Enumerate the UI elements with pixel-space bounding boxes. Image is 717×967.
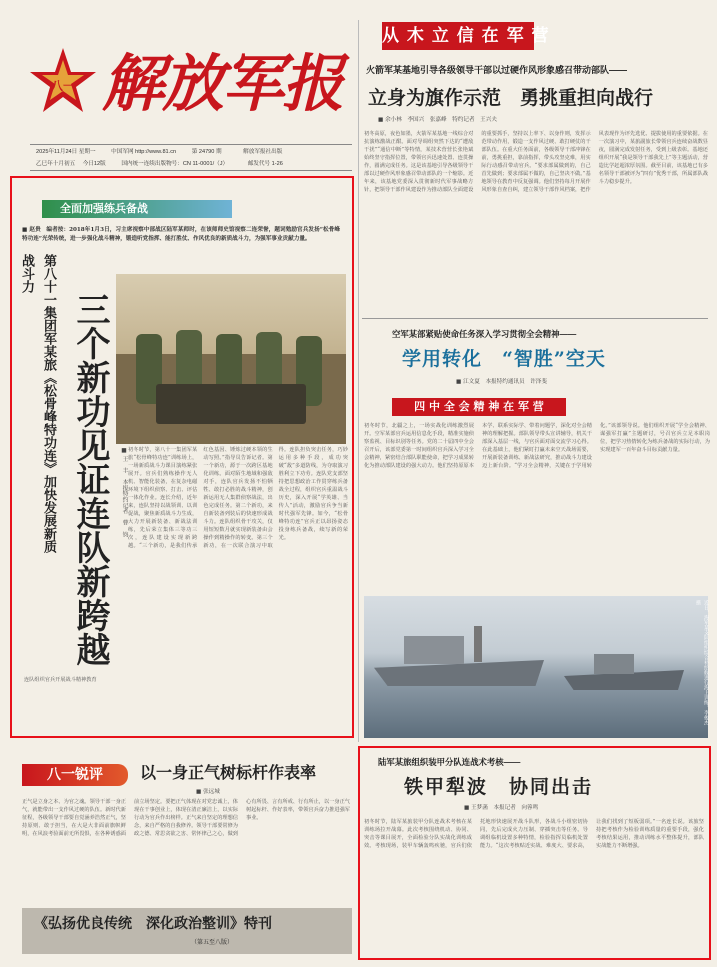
special-issue-text: 《弘扬优良传统 深化政治整训》特刊 [34,916,272,932]
exercise-headline-small: 陆军某旅组织装甲分队连战术考核—— [378,757,521,767]
exercise-byline: ■ 王梦菡 本报记者 向蓉鸣 [464,805,539,811]
feature-banner [42,200,232,218]
ships-photo-caption: 近日，海军某支队组织综合补给舰进行海上训练。李俊杰摄 [695,600,709,725]
svg-text:八一: 八一 [50,79,76,93]
mid-headline-small: 空军某部紧贴使命任务深入学习贯彻全会精神—— [392,329,577,339]
mid-article-body: 初冬时节，北疆之上，一场实战化训练激烈展开。空军某部官兵运用信息化手段，精准实施侦察监视、目标识别等任务。党的二十届四中全会召开后，该部党委第一时间组织官兵深入学习全会精神，紧密结合部队职能使命，把学习成果转化为推动部队建设的强大动力。他们坚持原原本本学、联系实际学、带着问题学，深化对全会精神的理解把握。部队领导带头宣讲辅导，机关干部深入基层一线，与官兵面对面交流学习心得。在此基础上，他们紧盯打赢未来空天战场需要，开展新装备训练、新战法研究，推动战斗力建设迈上新台阶。“学习全会精神，关键在于学用转化。”该部领导说。他们组织开展“学全会精神、谋强军打赢”主题研讨，号召官兵立足本职岗位，把学习热情转化为练兵备战的实际行动，为实现建军一百年奋斗目标贡献力量。 [364,423,710,469]
feature-byline: ■ 王 丰 本报特约记者 曹 钧 [121,448,127,538]
newspaper-title: 解放军报 [102,47,343,120]
mid-sub-banner: 四 中 全 会 精 神 在 军 营 [392,398,566,416]
top-byline: ■ 余小林 李国兴 张嘉峰 特约记者 王兴夫 [378,117,497,123]
special-issue-note: （第五至八版） [190,939,233,946]
special-issue-strip [22,908,352,954]
feature-photo-caption: 连队组织官兵开展战斗精神教育 [24,677,97,683]
issue-date: 2025年11月24日 星期一 [36,149,96,155]
site-url: 中国军网 http://www.81.cn [111,149,177,155]
postal-code: 邮发代号 1-26 [247,161,283,167]
mid-headline: 学用转化 “智胜”空天 [402,348,606,370]
slogan-banner: 从 木 立 信 在 军 营 [382,22,534,50]
lunar-date: 乙巳年十月初五 [36,161,76,167]
ships-photo [364,596,708,738]
masthead-info-row1 [36,147,354,157]
commentary-body: 正气是立身之本、为官之魂。领导干部一身正气，就能带出一支作风过硬的队伍。新时代新征程，各级领导干部要自觉涵养浩然正气，坚持原则、敢于担当，在大是大非面前旗帜鲜明，在风浪考验面前无所畏惧，在各种诱惑面前立场坚定。要把正气体现在对党忠诚上，体现在干事创业上，体现在清正廉洁上，以实际行动为官兵作出榜样。正气来自坚定的理想信念，来自严格的自我修养。领导干部要常修为政之德、常思贪欲之害、常怀律己之心，做到心有所畏、言有所戒、行有所止，以一身正气树起标杆、作好表率，带领官兵奋力推进强军事业。 [22,799,350,837]
commentary-byline: ■ 张远城 [196,789,220,795]
commentary-headline: 以一身正气树标杆作表率 [140,765,317,782]
page-count: 今日12版 [82,161,106,167]
feature-vertical-title: 三个新功见证连队新跨越 [71,292,109,666]
feature-banner-text: 全面加强练兵备战 [60,203,148,215]
army-star-emblem-icon [28,46,98,116]
mid-byline: ■ 江文夏 本报特约通讯员 许泽斐 [456,379,547,385]
top-headline-small: 火箭军某基地引导各级领导干部以过硬作风形象感召带动部队—— [366,65,628,75]
top-headline: 立身为旗作示范 勇挑重担向战行 [368,88,654,109]
cn-code: 国内统一连续出版物号：CN 11-0001/（J） [121,161,229,167]
feature-photo [116,274,346,444]
exercise-body: 初冬时节，陆军某旅装甲分队连战术考核在某训练场拉开战幕。此次考核围绕机动、协同、突击等课目展开，全面检验分队实战化训练成效。考核现场，装甲车辆轰鸣疾驰，官兵们依托地形快速展开战斗队形，各战斗小组密切协同，先后完成火力压制、穿插突击等任务。导调组临机设置多种特情，检验指挥员临机处置能力。“这次考核贴近实战、难度大、要求高，让我们找到了短板弱项。”一名连长说。该旅坚持把考核作为检验训练质量的重要手段，强化考核结果运用，推动训练水平整体提升，部队实战能力不断增强。 [364,819,704,849]
exercise-headline: 铁甲犁波 协同出击 [404,776,594,798]
masthead-info-row2 [36,159,354,169]
feature-lead: ■ 赵贵 编者按：2018年1月3日，习主席视察中部战区陆军某师时，在该师师史馆视察二连荣誉，题词勉励官兵发扬“松骨峰特功连”光荣传统，进一步强化战斗精神，锻造听党指挥、能打胜仗、作风优良的新质战斗力，为强军事业贡献力量。 [22,227,340,242]
publisher: 解放军报社出版 [243,149,283,155]
top-article-body: 初冬高原，夜色如墨，火箭军某基地一线综合对抗演练激战正酣。面对导调组突然下达的“遭敌干扰”“通信中断”等特情，某技术营营长张艳斌始终坚守指挥位置，带领官兵迅速处置、连贯操作，圆满完成任务。这是该基地引导各级领导干部以过硬作风形象感召带动部队的一个缩影。近年来，该基地党委深入贯彻新时代军事战略方针，把领导干部作风建设作为推动部队全面建设的重要抓手，坚持以上率下、以身作则，发挥示范带动作用，锻造一支作风过硬、敢打硬仗的干部队伍。在重大任务面前，各级领导干部冲锋在前，勇挑重担，靠前指挥，带头攻坚克难，用实际行动感召带动官兵。“要求部属做到的，自己首先做到；要求部属不做的，自己坚决不做。”基地领导在教育中反复强调。他们坚持每月开展作风形象自查自纠，建立领导干部作风档案，把作风表现作为评先选优、提拔使用的重要依据。在一次演习中，某旅副旅长带领官兵连续奋战数昼夜，圆满完成发射任务，受到上级表彰。基地还组织开展“我是领导干部我先上”等主题活动，营造比学赶超浓厚氛围。截至目前，该基地已有多名领导干部被评为“四有”优秀干部，所属部队战斗力稳步提升。 [364,131,708,193]
column-tag: 八一锐评 [22,764,128,786]
feature-vertical-subtitle: 第八十一集团军某旅《松骨峰特功连》加快发展新质战斗力 [20,254,57,553]
feature-article-body: 初冬时节，第八十一集团军某旅“松骨峰特功连”训练场上，一场新质战斗力课目演练紧张展开。官兵们熟练操作无人机、智能化装备，在复杂电磁环境下组织侦察、打击、评估一体化作业。连长介绍，近年来，连队坚持以战领训、以训促战，聚焦新质战斗力生成，大力开展新装备、新战法训练，先后荣立集体三等功三次，连队建设实现新跨越。“三个新功，是我们传承红色基因、锤炼过硬本领的生动写照。”指导员告诉记者。第一个新功，源于一次跨区基地化训练。面对陌生地域和强敌对手，连队官兵发扬不怕牺牲、敢打必胜的战斗精神，创新运用无人集群侦察战法，出色完成任务。第二个新功，来自新装备列装后的快速形成战斗力。连队组织骨干攻关，仅用短短数月就实现新装备由会操作到精操作的转变。第三个新功，在一次联合演习中取得。连队担负突击任务，巧妙运用多种手段，成功突破“敌”多道防线，为夺取演习胜利立下功劳。连队党支部坚持把思想政治工作贯穿练兵备战全过程，组织官兵重温战斗历史，深入开展“学英雄、当传人”活动，激励官兵争当新时代强军先锋。如今，“松骨峰特功连”官兵正以昂扬姿态投身练兵备战，续写新的荣光。 [128,447,348,549]
issue-number: 第 24790 期 [191,149,222,155]
